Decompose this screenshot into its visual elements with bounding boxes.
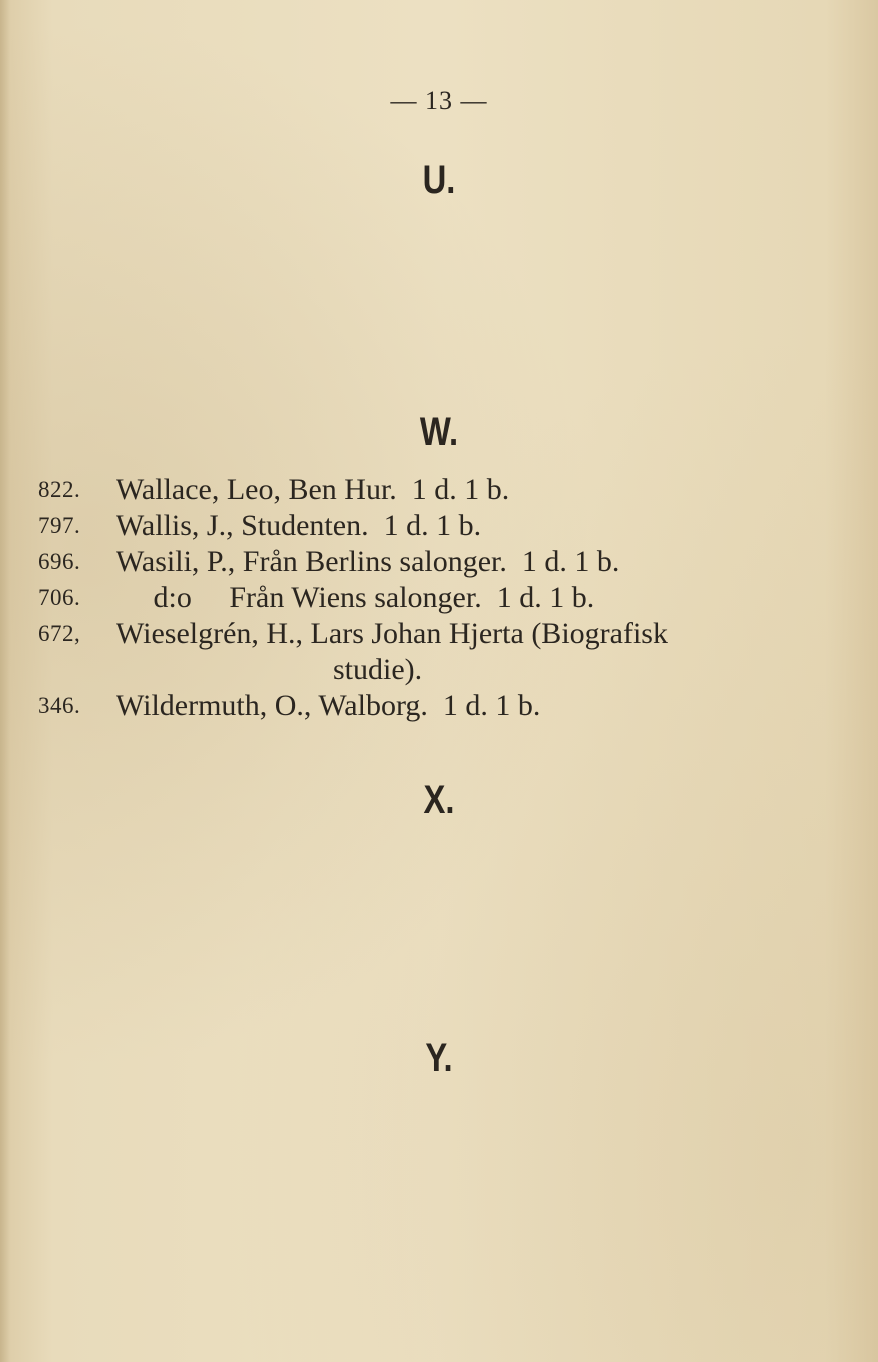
- section-heading-y: Y.: [425, 1036, 453, 1080]
- entry-text: Wallace, Leo, Ben Hur. 1 d. 1 b.: [116, 473, 510, 506]
- section-heading-u: U.: [422, 158, 456, 202]
- list-item: [38, 688, 838, 724]
- entry-continuation-text: studie).: [333, 653, 423, 686]
- list-item: [38, 508, 838, 544]
- entry-text: Wasili, P., Från Berlins salonger. 1 d. 1 b.: [116, 545, 620, 578]
- entry-number: 696.: [38, 549, 81, 574]
- entry-number: 346.: [38, 693, 81, 718]
- section-heading-x: X.: [423, 778, 455, 822]
- entry-number: 672,: [38, 621, 81, 646]
- list-item: [38, 544, 838, 580]
- entry-text: Wildermuth, O., Walborg. 1 d. 1 b.: [116, 689, 541, 722]
- page-binding-edge: [0, 0, 10, 1362]
- list-item-continuation: [38, 652, 838, 688]
- entry-number: 706.: [38, 585, 81, 610]
- entry-text: Wallis, J., Studenten. 1 d. 1 b.: [116, 509, 482, 542]
- entry-list: [38, 472, 838, 724]
- list-item: [38, 616, 838, 652]
- page-number: — 13 —: [390, 86, 488, 115]
- list-item: [38, 472, 838, 508]
- section-heading-w: W.: [419, 410, 459, 454]
- entry-number: 797.: [38, 513, 81, 538]
- list-item: [38, 580, 838, 616]
- entry-number: 822.: [38, 477, 81, 502]
- entry-text: Wieselgrén, H., Lars Johan Hjerta (Biografisk: [116, 617, 668, 650]
- entry-text: d:o Från Wiens salonger. 1 d. 1 b.: [116, 581, 595, 614]
